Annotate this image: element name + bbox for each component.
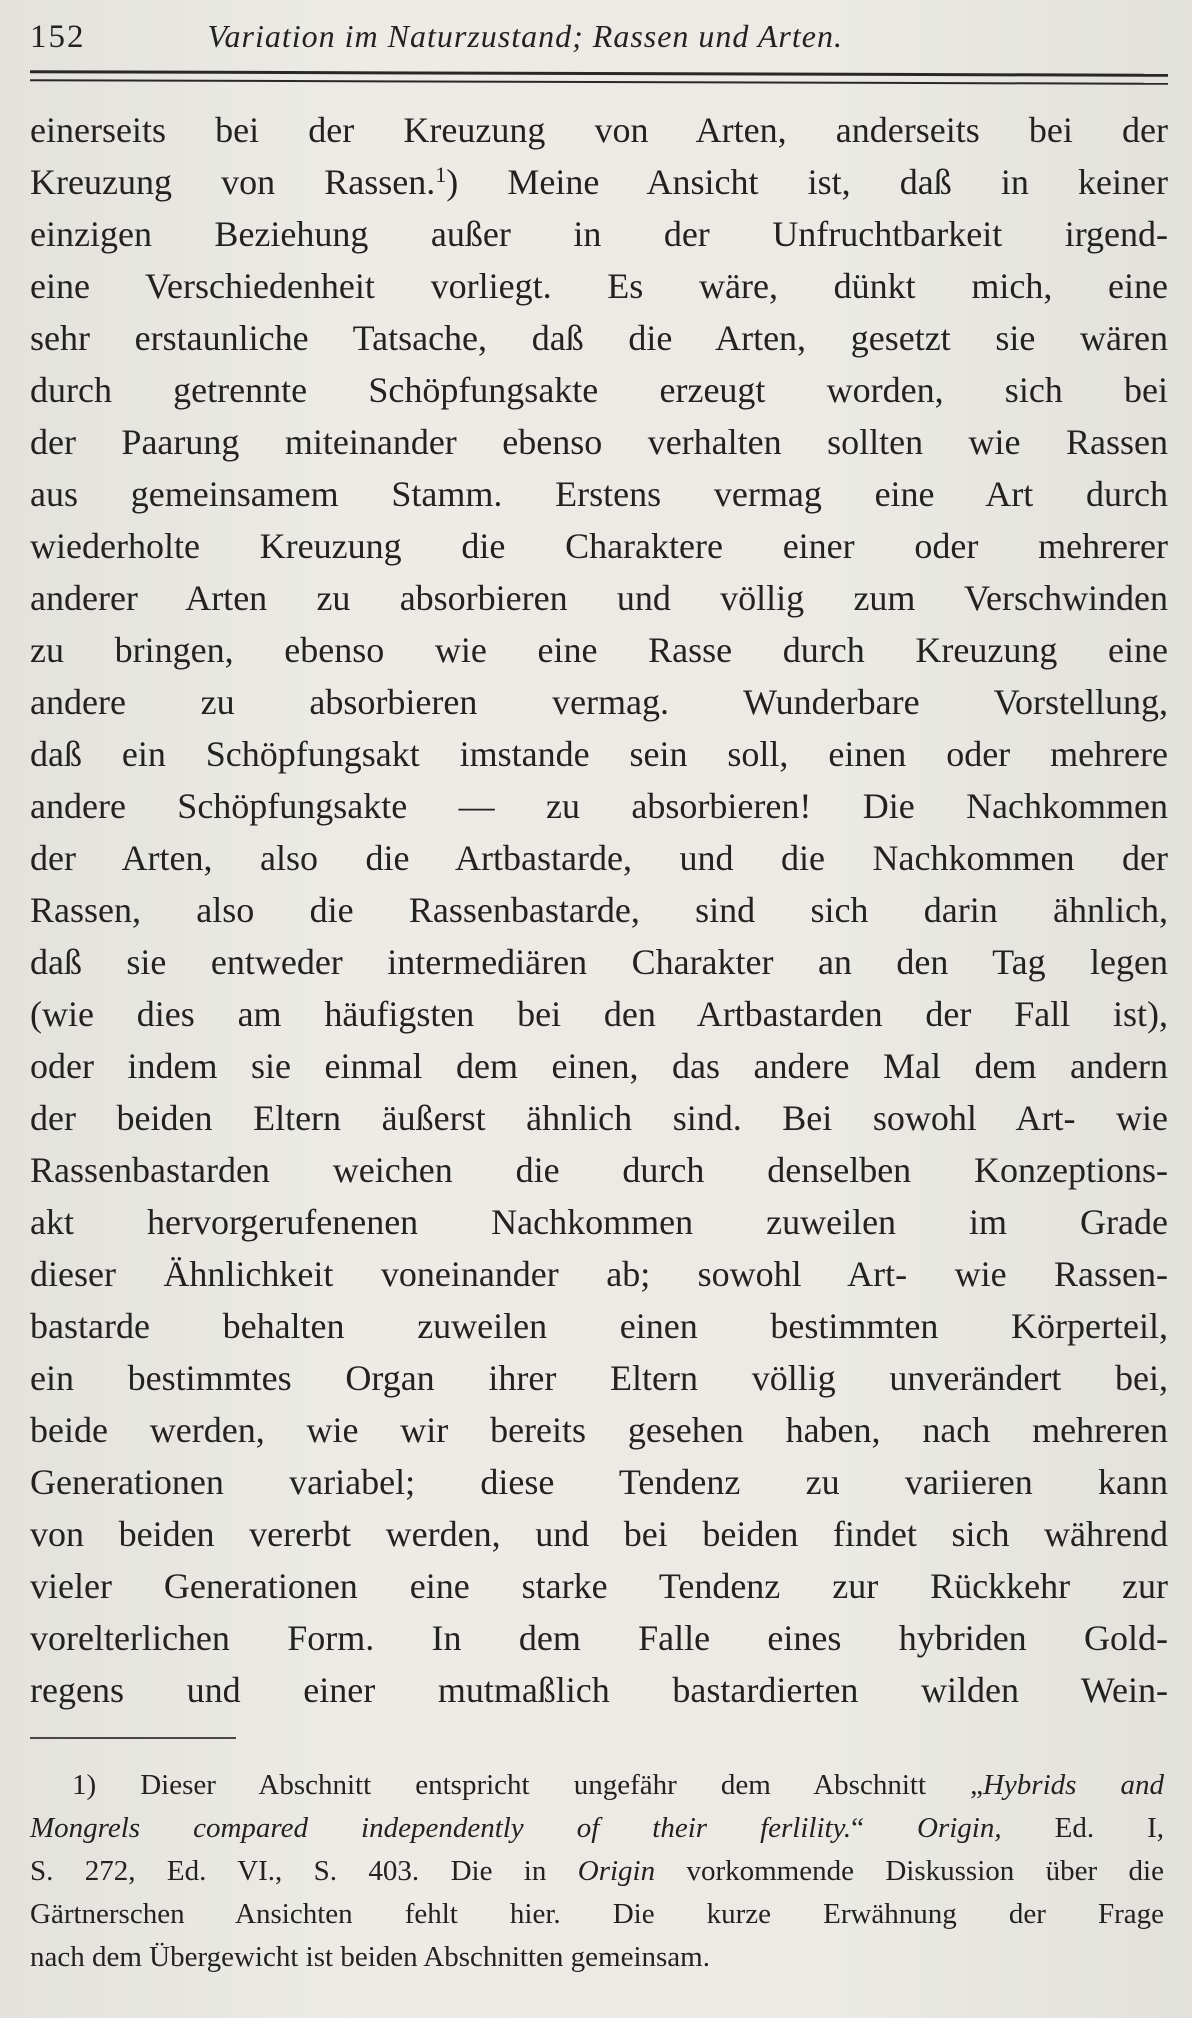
- header-rule-thick: [30, 70, 1168, 77]
- footnote-line: [30, 1764, 1164, 1807]
- footnote-line: [30, 1850, 1164, 1893]
- text-fragment: Origin,: [917, 1812, 1002, 1844]
- text-fragment: Mongrels compared independently of their ferlility.: [30, 1812, 852, 1844]
- text-line: [30, 156, 1168, 208]
- text-line: Generationen variabel; diese Tendenz zu variieren kann: [30, 1462, 1168, 1502]
- text-line: der Arten, also die Artbastarde, und die Nachkommen der: [30, 838, 1168, 878]
- text-line: dieser Ähnlichkeit voneinander ab; sowohl Art- wie Rassen-: [30, 1254, 1168, 1294]
- body-text: [30, 104, 1168, 1716]
- text-line: eine Verschiedenheit vorliegt. Es wäre, dünkt mich, eine: [30, 266, 1168, 306]
- text-line: bastarde behalten zuweilen einen bestimmten Körperteil,: [30, 1306, 1168, 1346]
- text-line: anderer Arten zu absorbieren und völlig zum Verschwinden: [30, 578, 1168, 618]
- text-line: vorelterlichen Form. In dem Falle eines hybriden Gold-: [30, 1618, 1168, 1658]
- text-line: andere Schöpfungsakte — zu absorbieren! Die Nachkommen: [30, 786, 1168, 826]
- text-fragment: 1) Dieser Abschnitt entspricht ungefähr dem Abschnitt „: [72, 1769, 983, 1801]
- text-fragment: Ed. I,: [1001, 1812, 1165, 1844]
- text-line: daß sie entweder intermediären Charakter an den Tag legen: [30, 942, 1168, 982]
- text-line: (wie dies am häufigsten bei den Artbastarden der Fall ist),: [30, 994, 1168, 1034]
- footnote: [30, 1764, 1164, 1979]
- footnote-line: nach dem Übergewicht ist beiden Abschnitten gemeinsam.: [30, 1941, 710, 1973]
- page-header: [30, 18, 1164, 68]
- text-line: regens und einer mutmaßlich bastardierten wilden Wein-: [30, 1670, 1168, 1710]
- text-line: vieler Generationen eine starke Tendenz zur Rückkehr zur: [30, 1566, 1168, 1606]
- text-fragment: ) Meine Ansicht ist, daß in keiner: [446, 162, 1169, 202]
- text-line: ein bestimmtes Organ ihrer Eltern völlig unverändert bei,: [30, 1358, 1168, 1398]
- text-line: der beiden Eltern äußerst ähnlich sind. Bei sowohl Art- wie: [30, 1098, 1168, 1138]
- text-fragment: “: [851, 1812, 917, 1844]
- text-line: Rassenbastarden weichen die durch denselben Konzeptions-: [30, 1150, 1168, 1190]
- text-line: durch getrennte Schöpfungsakte erzeugt worden, sich bei: [30, 370, 1168, 410]
- text-line: akt hervorgerufenenen Nachkommen zuweilen im Grade: [30, 1202, 1168, 1242]
- text-line: einzigen Beziehung außer in der Unfruchtbarkeit irgend-: [30, 214, 1168, 254]
- header-rule-thin: [30, 79, 1168, 85]
- text-fragment: S. 272, Ed. VI., S. 403. Die in: [30, 1855, 578, 1887]
- running-title: Variation im Naturzustand; Rassen und Arten.: [207, 18, 843, 54]
- text-line: beide werden, wie wir bereits gesehen haben, nach mehreren: [30, 1410, 1168, 1450]
- footnote-separator: [30, 1737, 236, 1739]
- text-line: der Paarung miteinander ebenso verhalten sollten wie Rassen: [30, 422, 1168, 462]
- text-line: aus gemeinsamem Stamm. Erstens vermag eine Art durch: [30, 474, 1168, 514]
- text-line: zu bringen, ebenso wie eine Rasse durch Kreuzung eine: [30, 630, 1168, 670]
- text-line: einerseits bei der Kreuzung von Arten, anderseits bei der: [30, 110, 1168, 150]
- footnote-marker: 1: [435, 162, 447, 187]
- page-number: 152: [30, 19, 86, 55]
- text-line: von beiden vererbt werden, und bei beiden findet sich während: [30, 1514, 1168, 1554]
- text-line: Rassen, also die Rassenbastarde, sind sich darin ähnlich,: [30, 890, 1168, 930]
- text-line: sehr erstaunliche Tatsache, daß die Arten, gesetzt sie wären: [30, 318, 1168, 358]
- text-fragment: vorkommende Diskussion über die: [655, 1855, 1164, 1887]
- text-line: daß ein Schöpfungsakt imstande sein soll, einen oder mehrere: [30, 734, 1168, 774]
- text-fragment: Origin: [577, 1855, 656, 1887]
- text-line: wiederholte Kreuzung die Charaktere einer oder mehrerer: [30, 526, 1168, 566]
- text-fragment: Kreuzung von Rassen.: [30, 162, 436, 202]
- text-line: andere zu absorbieren vermag. Wunderbare Vorstellung,: [30, 682, 1168, 722]
- footnote-line: [30, 1807, 1164, 1850]
- text-line: oder indem sie einmal dem einen, das andere Mal dem andern: [30, 1046, 1168, 1086]
- text-fragment: Hybrids and: [982, 1769, 1164, 1801]
- footnote-line: Gärtnerschen Ansichten fehlt hier. Die kurze Erwähnung der Frage: [30, 1898, 1164, 1930]
